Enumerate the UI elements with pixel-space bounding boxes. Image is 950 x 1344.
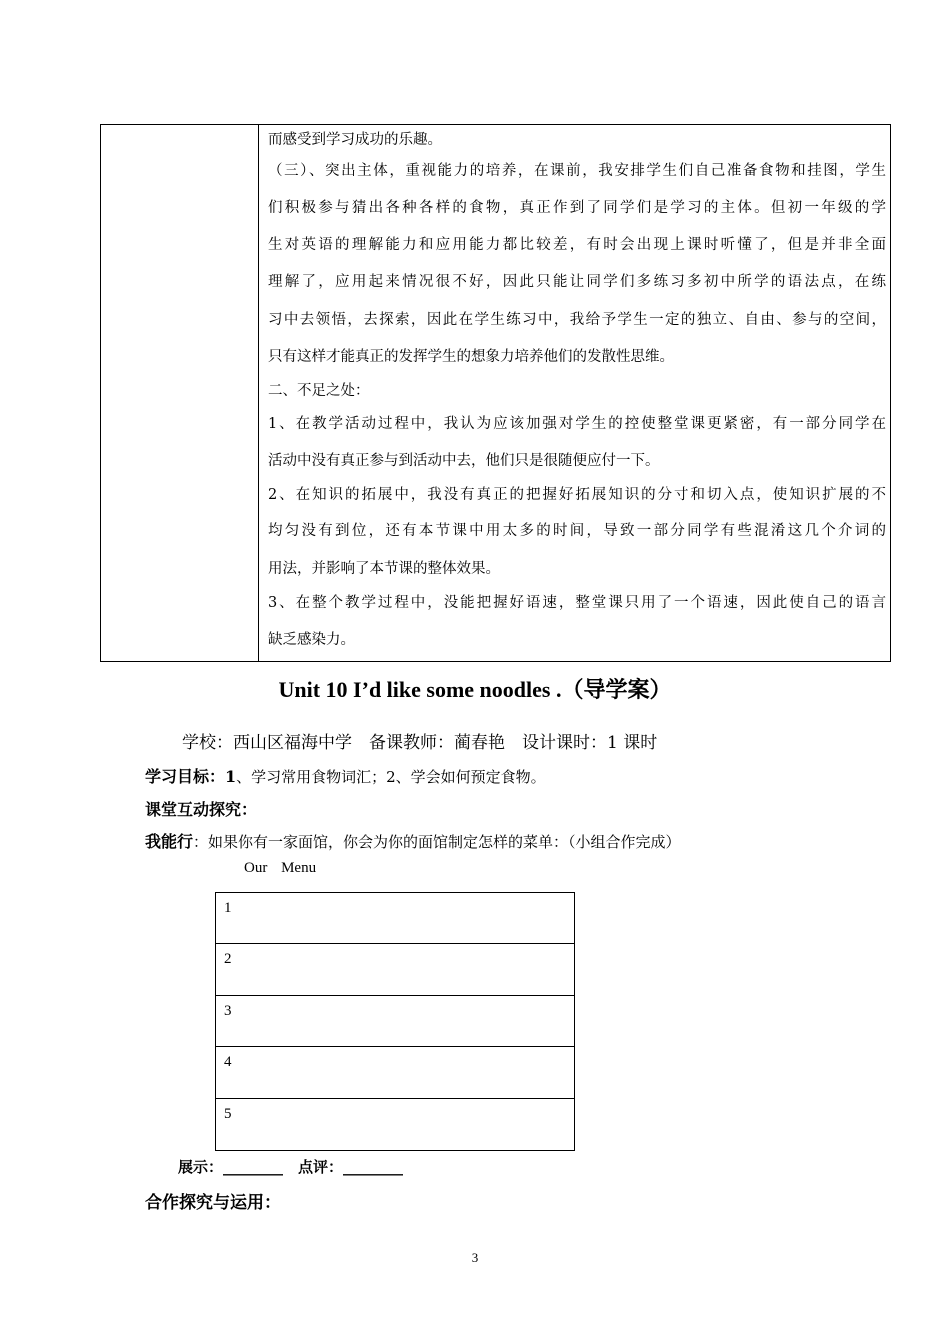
reflection-line: 二、不足之处： (268, 383, 370, 399)
reflection-line: 3、在整个教学过程中，没能把握好语速，整堂课只用了一个语速，因此使自己的语言 (268, 595, 886, 611)
reflection-line: 缺乏感染力。 (268, 632, 355, 648)
can-do-task (145, 829, 681, 852)
reflection-left-cell (101, 125, 259, 661)
menu-row[interactable] (216, 944, 574, 995)
reflection-table (100, 124, 891, 662)
reflection-line: 习中去领悟，去探索，因此在学生练习中，我给予学生一定的独立、自由、参与的空间， (268, 312, 886, 328)
reflection-line: （三）、突出主体，重视能力的培养，在课前，我安排学生们自己准备食物和挂图，学生 (268, 163, 886, 179)
reflection-line: 均匀没有到位，还有本节课中用太多的时间，导致一部分同学有些混淆这几个介词的 (268, 523, 886, 539)
menu-row-number: 1 (224, 900, 232, 916)
learning-goal-text: 、学习常用食物词汇；2、学会如何预定食物。 (236, 768, 546, 786)
reflection-line: 活动中没有真正参与到活动中去，他们只是很随便应付一下。 (268, 453, 660, 469)
menu-row-number: 2 (224, 951, 232, 968)
reflection-line: 1、在教学活动过程中，我认为应该加强对学生的控使整堂课更紧密，有一部分同学在 (268, 416, 886, 432)
school-info: 学校：西山区福海中学 备课教师：蔺春艳 设计课时：1 课时 (182, 733, 658, 753)
menu-row-number: 5 (224, 1105, 232, 1122)
reflection-line: 2、在知识的拓展中，我没有真正的把握好拓展知识的分寸和切入点，使知识扩展的不 (268, 487, 886, 503)
can-do-label: 我能行 (145, 832, 194, 851)
menu-table (215, 892, 575, 1151)
reflection-line: 生对英语的理解能力和应用能力都比较差，有时会出现上课时听懂了，但是并非全面 (268, 237, 886, 253)
menu-row[interactable] (216, 996, 574, 1047)
menu-row[interactable] (216, 1047, 574, 1098)
classroom-heading: 课堂互动探究： (145, 800, 258, 819)
learning-goal-label: 学习目标：1 (145, 767, 237, 786)
reflection-line: 理解了，应用起来情况很不好，因此只能让同学们多练习多初中所学的语法点，在练 (268, 274, 886, 290)
page-number: 3 (471, 1250, 479, 1265)
menu-row-number: 4 (224, 1054, 232, 1071)
reflection-line: 们积极参与猜出各种各样的食物，真正作到了同学们是学习的主体。但初一年级的学 (268, 200, 886, 216)
cooperation-heading: 合作探究与运用： (145, 1193, 281, 1213)
can-do-text: ：如果你有一家面馆，你会为你的面馆制定怎样的菜单：（小组合作完成） (193, 833, 681, 851)
reflection-line: 只有这样才能真正的发挥学生的想象力培养他们的发散性思维。 (268, 349, 674, 365)
menu-title: Our Menu (244, 860, 317, 876)
show-review-line: 展示：________ 点评：________ (178, 1158, 404, 1176)
menu-row-number: 3 (224, 1002, 232, 1019)
reflection-line: 用法，并影响了本节课的整体效果。 (268, 561, 500, 577)
menu-row[interactable] (216, 893, 574, 944)
unit-title: Unit 10 I’d like some noodles .（导学案） (278, 677, 672, 702)
menu-row[interactable] (216, 1099, 574, 1150)
reflection-line: 而感受到学习成功的乐趣。 (268, 132, 442, 148)
learning-goal (145, 764, 546, 787)
